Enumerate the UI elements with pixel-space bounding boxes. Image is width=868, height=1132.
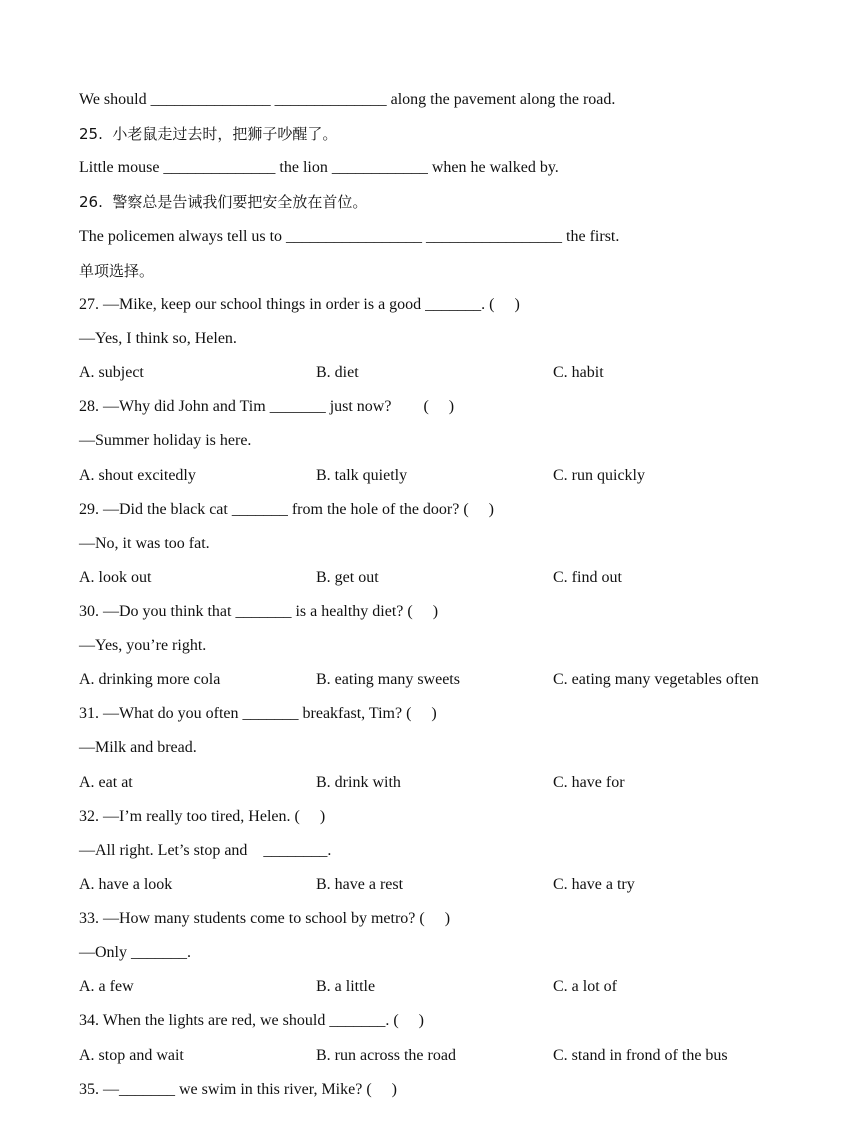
q28-option-b: B. talk quietly — [316, 467, 408, 484]
q35-stem: 35. —_______ we swim in this river, Mike? ( ) — [79, 1081, 397, 1098]
q30-option-a: A. drinking more cola — [79, 671, 221, 688]
q30-reply: —Yes, you’re right. — [79, 637, 207, 654]
q32-option-a: A. have a look — [79, 876, 173, 893]
q25-chinese-prompt: 25. 小老鼠走过去时，把狮子吵醒了。 — [79, 125, 338, 143]
q32-option-b: B. have a rest — [316, 876, 404, 893]
q27-stem: 27. —Mike, keep our school things in order is a good _______. ( ) — [79, 296, 520, 313]
q32-option-c: C. have a try — [553, 876, 635, 893]
q27-reply: —Yes, I think so, Helen. — [79, 330, 237, 347]
q29-option-a: A. look out — [79, 569, 152, 586]
q29-option-b: B. get out — [316, 569, 379, 586]
q31-option-a: A. eat at — [79, 774, 133, 791]
q32-stem: 32. —I’m really too tired, Helen. ( ) — [79, 808, 326, 825]
q30-stem: 30. —Do you think that _______ is a healthy diet? ( ) — [79, 603, 439, 620]
q31-reply: —Milk and bread. — [79, 739, 197, 756]
q31-option-c: C. have for — [553, 774, 625, 791]
q29-stem: 29. —Did the black cat _______ from the hole of the door? ( ) — [79, 501, 494, 518]
q30-option-c: C. eating many vegetables often — [553, 671, 759, 688]
q33-stem: 33. —How many students come to school by metro? ( ) — [79, 910, 451, 927]
q34-stem: 34. When the lights are red, we should _______. ( ) — [79, 1012, 424, 1029]
q27-option-c: C. habit — [553, 364, 604, 381]
q31-option-b: B. drink with — [316, 774, 401, 791]
q26-chinese-prompt: 26. 警察总是告诫我们要把安全放在首位。 — [79, 193, 368, 211]
q29-reply: —No, it was too fat. — [79, 535, 210, 552]
q28-reply: —Summer holiday is here. — [79, 432, 252, 449]
q32-reply: —All right. Let’s stop and ________. — [79, 842, 332, 859]
q31-stem: 31. —What do you often _______ breakfast, Tim? ( ) — [79, 705, 437, 722]
q33-reply: —Only _______. — [79, 944, 191, 961]
q34-option-c: C. stand in frond of the bus — [553, 1047, 728, 1064]
q34-option-b: B. run across the road — [316, 1047, 456, 1064]
q33-option-b: B. a little — [316, 978, 376, 995]
q29-option-c: C. find out — [553, 569, 622, 586]
section-heading-multiple-choice: 单项选择。 — [79, 262, 155, 280]
q25-english-line: Little mouse ______________ the lion ____________ when he walked by. — [79, 159, 559, 176]
q34-option-a: A. stop and wait — [79, 1047, 184, 1064]
q33-option-a: A. a few — [79, 978, 134, 995]
q27-option-b: B. diet — [316, 364, 359, 381]
q28-option-c: C. run quickly — [553, 467, 645, 484]
q24-english-line: We should _______________ ______________ along the pavement along the road. — [79, 91, 616, 108]
q26-english-line: The policemen always tell us to _________________ _________________ the first. — [79, 228, 620, 245]
q27-option-a: A. subject — [79, 364, 144, 381]
q30-option-b: B. eating many sweets — [316, 671, 460, 688]
q33-option-c: C. a lot of — [553, 978, 617, 995]
q28-stem: 28. —Why did John and Tim _______ just now? ( ) — [79, 398, 455, 415]
q28-option-a: A. shout excitedly — [79, 467, 196, 484]
